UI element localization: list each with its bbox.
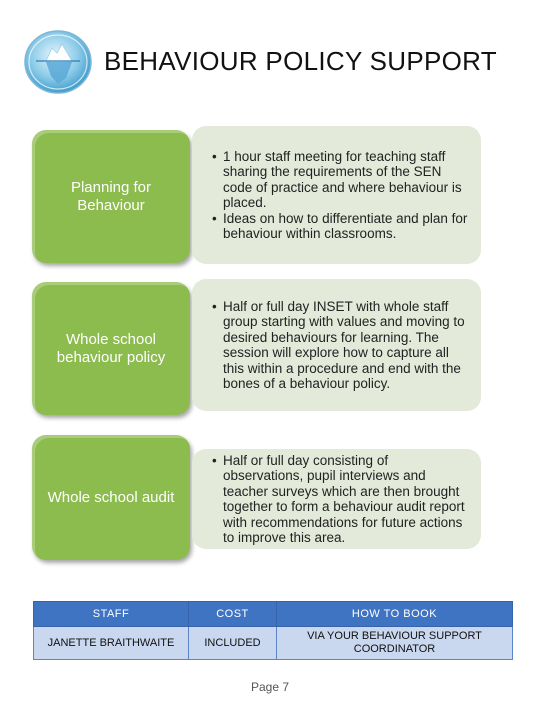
- section-heading-label: Planning for Behaviour: [70, 178, 152, 214]
- bullet-item: • Ideas on how to differentiate and plan for behaviour within classrooms.: [212, 211, 471, 242]
- column-header-staff: STAFF: [34, 602, 189, 627]
- bullet-item: • Half or full day INSET with whole staff group starting with values and moving to desired behaviours for learning. The session will explore how to capture all this within a procedure and end with the bones of a behaviour policy.: [212, 299, 471, 392]
- section-details-planning: [192, 126, 481, 264]
- iceberg-icon: [22, 28, 94, 96]
- section-details-audit: [192, 449, 481, 549]
- bullet-item: • Half or full day consisting of observations, pupil interviews and teacher surveys which are then brought together to form a behaviour audit report with recommendations for future actions to improve this area.: [212, 453, 471, 546]
- page-number: Page 7: [250, 680, 290, 694]
- table-header-row: [34, 602, 513, 627]
- section-heading-label: Whole school audit: [47, 488, 175, 506]
- cell-how-to-book: VIA YOUR BEHAVIOUR SUPPORT COORDINATOR: [277, 627, 513, 660]
- cell-cost: INCLUDED: [189, 627, 277, 660]
- page-title: BEHAVIOUR POLICY SUPPORT: [104, 46, 497, 76]
- section-heading-planning: [32, 130, 190, 263]
- bullet-item: • 1 hour staff meeting for teaching staff sharing the requirements of the SEN code of practice and where behaviour is placed.: [212, 149, 471, 211]
- section-heading-label: Whole school behaviour policy: [56, 330, 166, 366]
- column-header-cost: COST: [189, 602, 277, 627]
- section-heading-policy: [32, 282, 190, 415]
- section-details-policy: [192, 279, 481, 411]
- booking-table: [33, 601, 513, 660]
- cell-staff: JANETTE BRAITHWAITE: [34, 627, 189, 660]
- table-row: [34, 627, 513, 660]
- column-header-how-to-book: HOW TO BOOK: [277, 602, 513, 627]
- section-heading-audit: [32, 435, 190, 560]
